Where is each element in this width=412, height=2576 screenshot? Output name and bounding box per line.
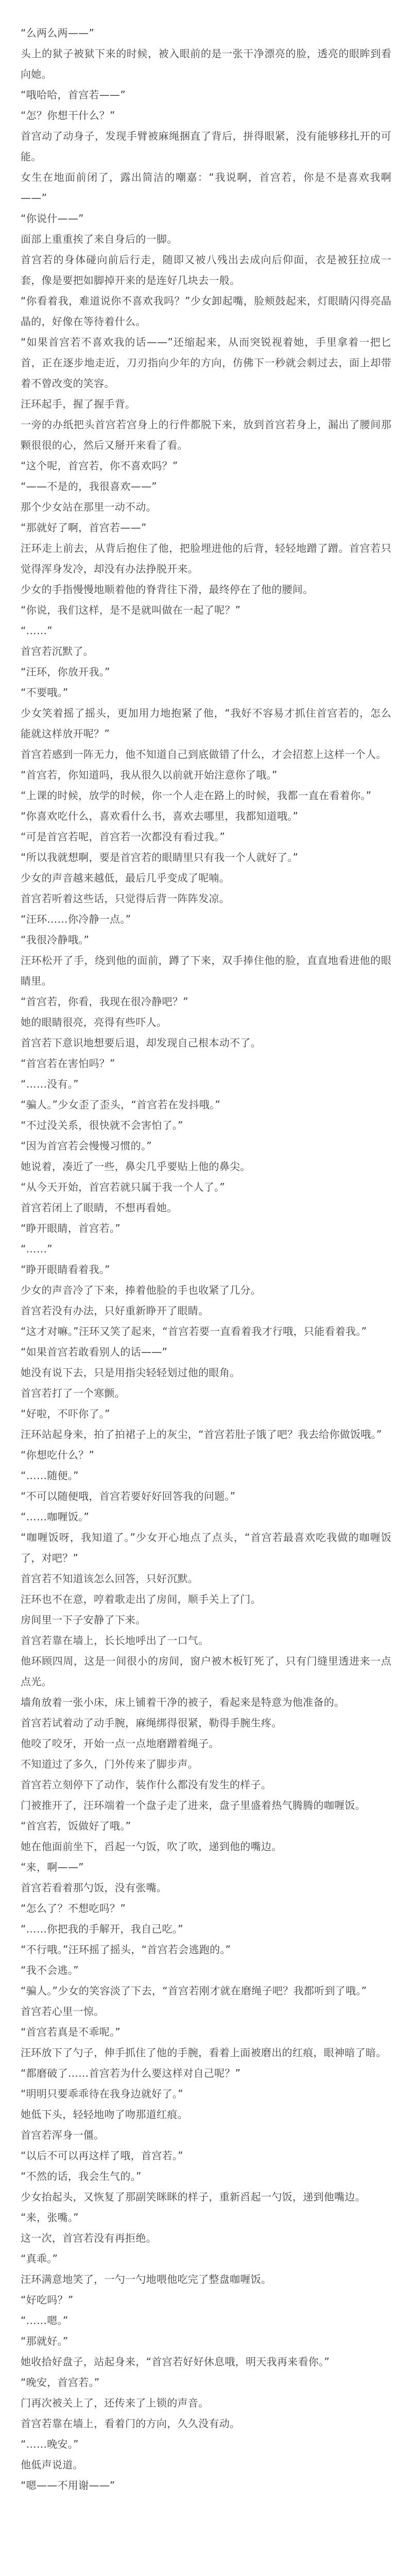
story-paragraph: “首宫若在害怕吗？” — [21, 1057, 115, 1070]
story-paragraph: “睁开眼睛，首宫若。” — [21, 1222, 121, 1234]
story-paragraph: 门被推开了，汪环端着一个盘子走了进来，盘子里盛着热气腾腾的咖喱饭。 — [21, 1799, 366, 1811]
story-paragraph: 她说着，凑近了一些，鼻尖几乎要贴上他的鼻尖。 — [21, 1160, 251, 1173]
story-paragraph: “所以我就想啊，要是首宫若的眼睛里只有我一个人就好了。” — [21, 851, 299, 863]
story-paragraph: 少女的声音冷了下来，捧着他脸的手也收紧了几分。 — [21, 1284, 261, 1296]
story-paragraph: “不过没关系，很快就不会害怕了。” — [21, 1119, 183, 1131]
story-paragraph: “首宫若真是不乖呢。” — [21, 2026, 121, 2038]
story-paragraph: 她在他面前坐下，舀起一勺饭，吹了吹，递到他的嘴边。 — [21, 1840, 282, 1853]
story-paragraph: 少女的手指慢慢地顺着他的脊背往下滑，最终停在了他的腰间。 — [21, 583, 314, 596]
story-paragraph: “你看着我，难道说你不喜欢我吗？”少女卸起嘴，脸颊鼓起来，灯眼睛闪得亮晶晶的，好像在等待着什么。 — [21, 295, 391, 328]
story-paragraph: “——不是的，我很喜欢——” — [21, 480, 157, 493]
story-paragraph: “真乖。” — [21, 2252, 58, 2265]
story-paragraph: “你喜欢吃什么，喜欢看什么书，喜欢去哪里，我都知道哦。” — [21, 810, 299, 822]
story-paragraph: “咖喱饭呀，我知道了。”少女开心地点了点头，“首宫若最喜欢吃我做的咖喱饭了，对吧？” — [21, 1531, 391, 1564]
story-paragraph: 汪环满意地笑了，一勺一勺地喂他吃完了整盘咖喱饭。 — [21, 2273, 272, 2285]
story-paragraph: 首宫若下意识地想要后退，却发现自己根本动不了。 — [21, 1037, 261, 1049]
story-paragraph: 首宫若打了一个寒颤。 — [21, 1387, 125, 1399]
story-paragraph: “睁开眼睛看着我。” — [21, 1263, 110, 1276]
story-paragraph: 汪环也不在意，哼着歌走出了房间，顺手关上了门。 — [21, 1593, 261, 1605]
story-paragraph: 首宫若闭上了眼睛，不想再看她。 — [21, 1201, 178, 1214]
story-paragraph: 她没有说下去，只是用指尖轻轻划过他的眼角。 — [21, 1366, 241, 1379]
story-paragraph: 一旁的办纸把头首宫若宫身上的行件都脱下来，放到首宫若身上，漏出了腰间那颗很很的心，然后又掰开来看了看。 — [21, 418, 391, 451]
story-paragraph: “……随便。” — [21, 1469, 79, 1482]
story-paragraph: 首宫若浑身一僵。 — [21, 2129, 105, 2141]
story-paragraph: 他低声说道。 — [21, 2459, 83, 2471]
story-paragraph: 汪环起手，握了握手背。 — [21, 398, 136, 410]
story-paragraph: “……咖喱饭。” — [21, 1511, 90, 1523]
story-paragraph: 首宫若的身体碰向前后行走，随即又被八残出去成向后仰面，衣是被狂拉成一套，像是要把如脚掉开来的是连好几块去一般。 — [21, 253, 391, 286]
story-paragraph: “来，啊——” — [21, 1861, 84, 1873]
story-paragraph: “好吃吗？” — [21, 2294, 74, 2306]
story-paragraph: “……没有。” — [21, 1078, 79, 1090]
story-paragraph: “么两么两——” — [21, 27, 95, 39]
story-paragraph: “可是首宫若呢，首宫若一次都没有看过我。” — [21, 831, 226, 843]
story-paragraph: 首宫若试着动了动手腕，麻绳绑得很紧，勒得手腕生疼。 — [21, 1717, 282, 1729]
story-paragraph: “……” — [21, 1243, 53, 1255]
story-paragraph: 首宫若沉默了。 — [21, 645, 94, 657]
story-paragraph: “明明只要乖乖待在我身边就好了。” — [21, 2088, 183, 2100]
story-paragraph: “……” — [21, 624, 53, 637]
story-paragraph: 她的眼睛很亮，亮得有些吓人。 — [21, 1016, 167, 1028]
story-paragraph: 首宫动了动身子，发现手臂被麻绳捆直了背后，拼得眼紧，没有能够移扎开的可能。 — [21, 130, 391, 163]
story-paragraph: “嗯——不用谢——” — [21, 2479, 115, 2492]
story-paragraph: “以后不可以再这样了哦，首宫若。” — [21, 2149, 183, 2162]
story-paragraph: 房间里一下子安静了下来。 — [21, 1614, 146, 1626]
story-paragraph: 汪环放下了勺子，伸手抓住了他的手腕，看着上面被磨出的红痕，眼神暗了暗。 — [21, 2046, 387, 2059]
story-paragraph: “汪环……你冷静一点。” — [21, 913, 131, 925]
story-paragraph: 他咬了咬牙，开始一点一点地磨蹭着绳子。 — [21, 1737, 219, 1750]
story-paragraph: 首宫若不知道该怎么回答，只好沉默。 — [21, 1572, 199, 1585]
story-paragraph: 少女笑着摇了摇头，更加用力地抱紧了他，“我好不容易才抓住首宫若的，怎么能就这样放开呢？” — [21, 707, 391, 740]
story-paragraph: 面部上重重挨了来自身后的一脚。 — [21, 233, 178, 245]
story-paragraph: “你说什——” — [21, 212, 84, 225]
story-paragraph: “你想吃什么？” — [21, 1449, 95, 1461]
story-paragraph: 首宫若听着这些话，只觉得后背一阵阵发凉。 — [21, 892, 230, 905]
story-paragraph: 女生在地面前闭了，露出简洁的嘲嘉：“我说啊，首宫若，你是不是喜欢我啊——” — [21, 171, 391, 204]
story-paragraph: “来，张嘴。” — [21, 2211, 79, 2224]
story-paragraph: “我很冷静哦。” — [21, 934, 90, 946]
story-paragraph: 少女抬起头，又恢复了那副笑眯眯的样子，重新舀起一勺饭，递到他嘴边。 — [21, 2191, 366, 2203]
story-paragraph: “不要哦。” — [21, 686, 68, 699]
story-paragraph: “不可以随便哦，首宫若要好好回答我的问题。” — [21, 1490, 236, 1502]
story-paragraph: 首宫若靠在墙上，看着门的方向，久久没有动。 — [21, 2417, 241, 2430]
story-paragraph: “我不会逃。” — [21, 1964, 79, 1976]
story-paragraph: “因为首宫若会慢慢习惯的。” — [21, 1140, 152, 1152]
story-paragraph: “如果首宫若敢看别人的话——” — [21, 1346, 168, 1358]
story-paragraph: 她收拾好盘子，站起身来，“首宫若好好休息哦，明天我再来看你。” — [21, 2355, 330, 2368]
story-paragraph: 她低下头，轻轻地吻了吻那道红痕。 — [21, 2108, 188, 2121]
story-paragraph: “都磨破了……首宫若为什么要这样对自己呢？” — [21, 2067, 241, 2079]
story-paragraph: 首宫若靠在墙上，长长地呼出了一口气。 — [21, 1634, 209, 1647]
story-paragraph: 汪环松开了手，绕到他的面前，蹲了下来，双手捧住他的脸，直直地看进他的眼睛里。 — [21, 954, 391, 987]
story-paragraph: 汪环站起身来，拍了拍裙子上的灰尘，“首宫若肚子饿了吧？我去给你做饭哦。” — [21, 1428, 382, 1440]
story-paragraph: “怎？你想干什么？” — [21, 109, 115, 122]
story-paragraph: “那就好。” — [21, 2335, 68, 2347]
story-paragraph: 门再次被关上了，还传来了上锁的声音。 — [21, 2397, 209, 2409]
story-paragraph: “……晚安。” — [21, 2438, 79, 2450]
story-paragraph: 汪环走上前去，从背后抱住了他，把脸埋进他的后背，轻轻地蹭了蹭。首宫若只觉得浑身发冷，却没有办法挣脱开来。 — [21, 542, 391, 575]
story-paragraph: 他环顾四周，这是一间很小的房间，窗户被木板钉死了，只有门缝里透进来一点点光。 — [21, 1655, 391, 1688]
story-paragraph: 首宫若立刻停下了动作，装作什么都没有发生的样子。 — [21, 1778, 272, 1791]
story-paragraph: 首宫若感到一阵无力，他不知道自己到底做错了什么，才会招惹上这样一个人。 — [21, 748, 387, 760]
story-paragraph: “上课的时候，放学的时候，你一个人走在路上的时候，我都一直在看着你。” — [21, 789, 372, 802]
story-paragraph: “首宫若，你看，我现在很冷静吧？” — [21, 995, 188, 1008]
story-paragraph: “……嗯。” — [21, 2314, 68, 2327]
story-paragraph: “如果首宫若不喜欢我的话——”还缩起来，从而突锐视着她，手里拿着一把匕首，正在逐步地走近，刀刃指向少年的方向，仿佛下一秒就会刺过去，面上却带着不曾改变的笑容。 — [21, 336, 391, 389]
story-paragraph: “首宫若，你知道吗，我从很久以前就开始注意你了哦。” — [21, 769, 278, 781]
story-paragraph: “汪环，你放开我。” — [21, 666, 110, 678]
story-paragraph: 少女的声音越来越低，最后几乎变成了呢喃。 — [21, 872, 230, 884]
story-paragraph: 那个少女站在那里一动不动。 — [21, 501, 157, 513]
story-paragraph: “哦哈哈，首宫若——” — [21, 89, 126, 101]
story-paragraph: “骗人。”少女歪了歪头，“首宫若在发抖哦。” — [21, 1098, 221, 1111]
story-paragraph: “……你把我的手解开，我自己吃。” — [21, 1923, 183, 1935]
story-paragraph: 墙角放着一张小床，床上铺着干净的被子，看起来是特意为他准备的。 — [21, 1696, 345, 1708]
story-paragraph: “好啦，不吓你了。” — [21, 1408, 110, 1420]
story-paragraph: “从今天开始，首宫若就只属于我一个人了。” — [21, 1181, 226, 1193]
story-paragraph: 首宫若看着那勺饭，没有张嘴。 — [21, 1882, 167, 1894]
story-paragraph: “怎么了？不想吃吗？” — [21, 1902, 126, 1914]
story-paragraph: “骗人。”少女的笑容淡了下去，“首宫若刚才就在磨绳子吧？我都听到了哦。” — [21, 1985, 367, 1997]
story-paragraph: 这一次，首宫若没有再拒绝。 — [21, 2232, 157, 2244]
story-paragraph: “晚安，首宫若。” — [21, 2376, 100, 2388]
story-paragraph: “不然的话，我会生气的。” — [21, 2170, 142, 2182]
story-paragraph: “这个呢，首宫若，你不喜欢吗？” — [21, 460, 178, 472]
story-paragraph: 不知道过了多久，门外传来了脚步声。 — [21, 1758, 199, 1770]
story-paragraph: 首宫若没有办法，只好重新睁开了眼睛。 — [21, 1304, 209, 1317]
story-paragraph: “那就好了啊，首宫若——” — [21, 521, 147, 534]
story-paragraph: “不行哦。”汪环摇了摇头，“首宫若会逃跑的。” — [21, 1943, 231, 1956]
story-paragraph: “这才对嘛。”汪环又笑了起来，“首宫若要一直看着我才行哦，只能看着我。” — [21, 1325, 367, 1337]
story-paragraph: 首宫若心里一惊。 — [21, 2005, 105, 2018]
story-paragraph: 头上的狱子被狱下来的时候，被入眼前的是一张干净漂亮的脸，透亮的眼眸到看向她。 — [21, 47, 391, 80]
story-paragraph: “首宫若，饭做好了哦。” — [21, 1820, 131, 1832]
story-paragraph: “你说，我们这样，是不是就叫做在一起了呢？” — [21, 604, 241, 616]
